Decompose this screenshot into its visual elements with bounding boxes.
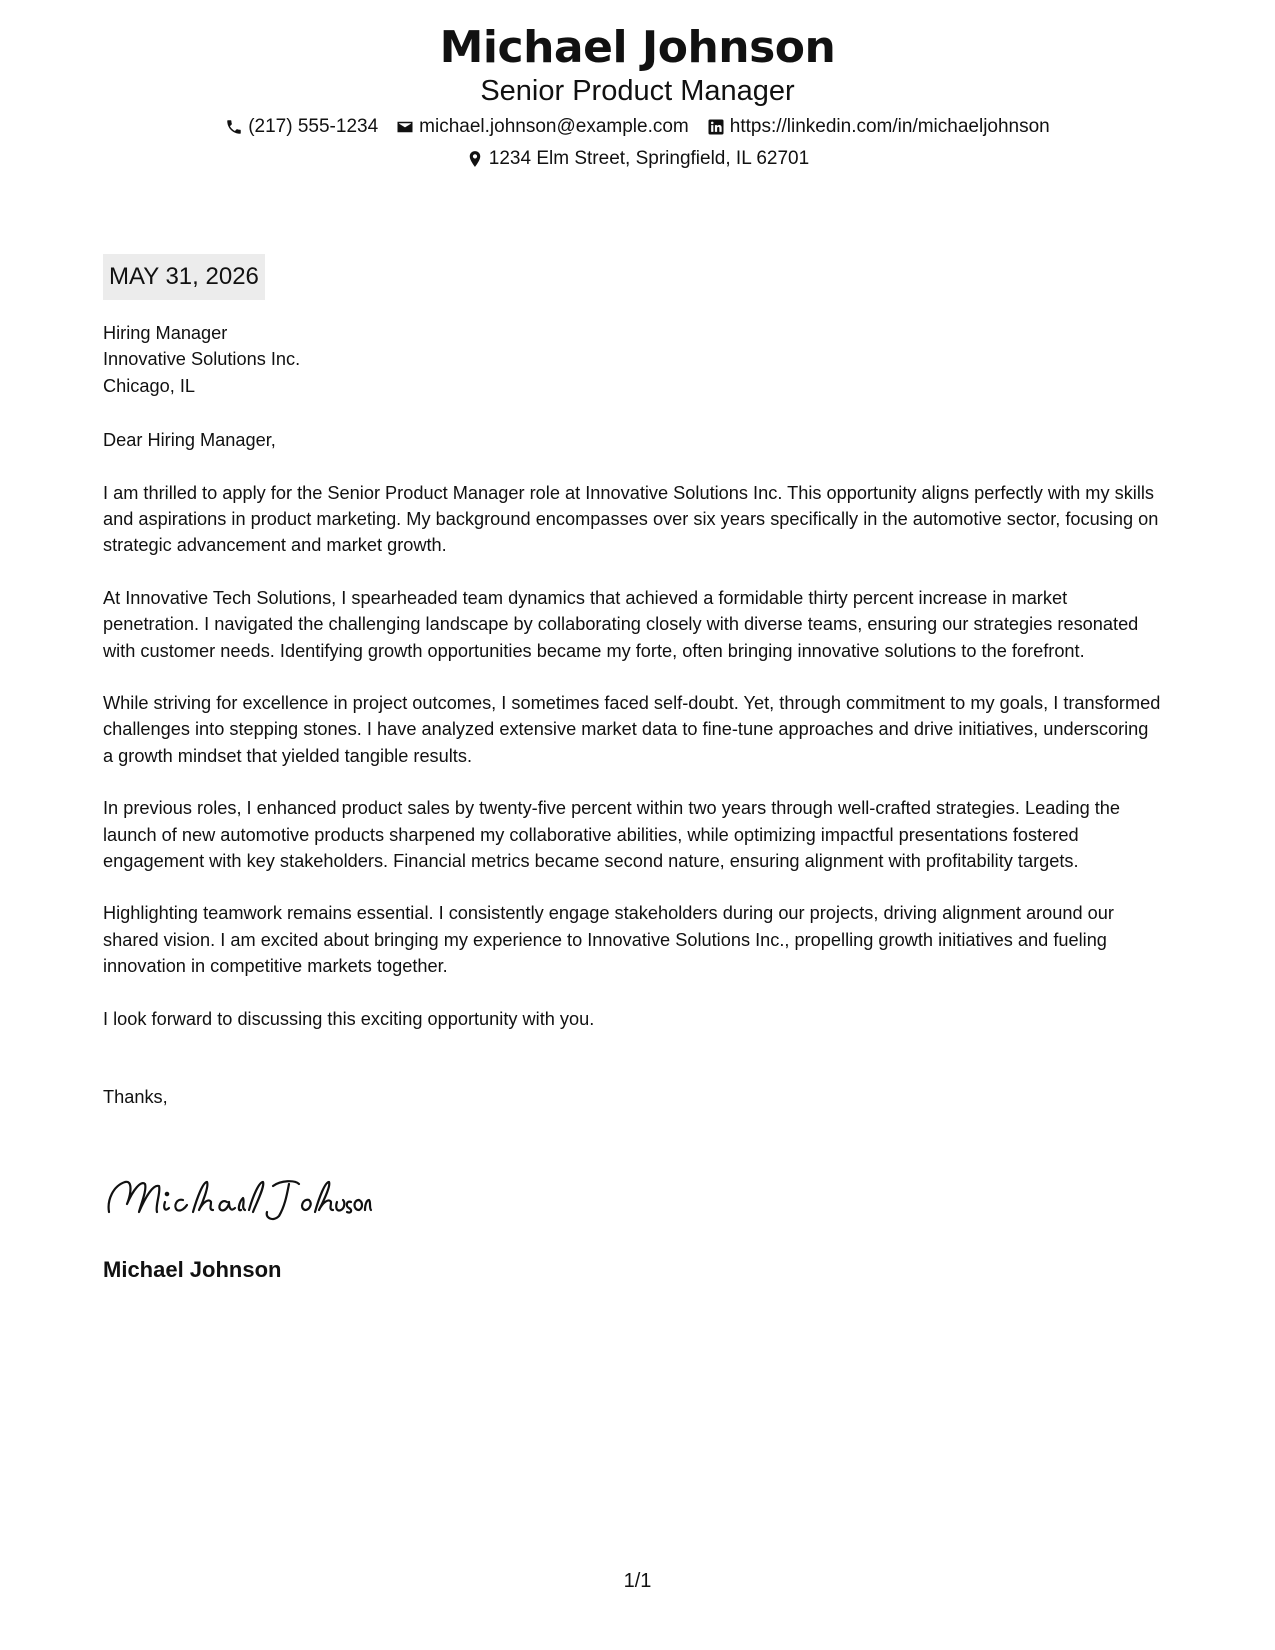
recipient-line: Hiring Manager — [103, 323, 228, 343]
salutation: Dear Hiring Manager, — [103, 430, 276, 451]
letter-body — [103, 320, 1163, 1110]
paragraph: I am thrilled to apply for the Senior Product Manager role at Innovative Solutions Inc. This opportunity aligns perfectly with my skills and aspirations in product marketing. My background encompasses over six years specifically in the automotive sector, focusing on strategic advancement and market growth. — [103, 482, 1159, 556]
linkedin-text[interactable]: https://linkedin.com/in/michaeljohnson — [729, 116, 1050, 137]
recipient-block — [103, 320, 1163, 399]
linkedin-icon — [707, 118, 725, 136]
recipient-line: Innovative Solutions Inc. — [103, 349, 301, 370]
paragraph: I look forward to discussing this exciting opportunity with you. — [103, 1008, 595, 1029]
recipient-line: Chicago, IL — [103, 375, 196, 396]
applicant-name: Michael Johnson — [439, 22, 836, 73]
paragraph: At Innovative Tech Solutions, I spearheaded team dynamics that achieved a formidable thirty percent increase in market penetration. I navigated the challenging landscape by collaborating closely with diverse teams, ensuring our strategies resonated with customer needs. Identifying growth opportunities became my forte, often bringing innovative solutions to the forefront. — [103, 587, 1139, 661]
contact-linkedin[interactable] — [707, 114, 1050, 140]
paragraph: While striving for excellence in project outcomes, I sometimes faced self-doubt. Yet, through commitment to my goals, I transformed challenges into stepping stones. I have analyzed extensive market data to fine-tune approaches and drive initiatives, underscoring a growth mindset that yielded tangible results. — [103, 693, 1161, 766]
contact-phone — [225, 114, 378, 140]
letter-date: MAY 31, 2026 — [103, 254, 265, 300]
signed-name: Michael Johnson — [103, 1257, 282, 1282]
address-text: 1234 Elm Street, Springfield, IL 62701 — [488, 148, 810, 169]
map-marker-icon — [466, 150, 484, 168]
applicant-title: Senior Product Manager — [480, 75, 795, 107]
contact-email[interactable] — [396, 114, 689, 140]
address-row — [0, 146, 1275, 172]
contact-address — [466, 146, 809, 172]
paragraph: Highlighting teamwork remains essential. I consistently engage stakeholders during our projects, driving alignment around our shared vision. I am excited about bringing my experience to Innovative Solutions Inc., propelling growth initiatives and fueling innovation in competitive markets together. — [103, 903, 1114, 977]
email-text[interactable]: michael.johnson@example.com — [419, 116, 689, 137]
page-number: 1/1 — [623, 1570, 652, 1592]
contact-row — [0, 114, 1275, 140]
envelope-icon — [396, 118, 414, 136]
phone-text: (217) 555-1234 — [248, 116, 379, 137]
phone-icon — [225, 118, 243, 136]
closing: Thanks, — [103, 1087, 168, 1108]
paragraph: In previous roles, I enhanced product sales by twenty-five percent within two years through well-crafted strategies. Leading the launch of new automotive products sharpened my collaborative abilities, while optimizing impactful presentations fostered engagement with key stakeholders. Financial metrics became second nature, ensuring alignment with profitability targets. — [103, 798, 1121, 872]
letter-header — [0, 22, 1275, 172]
handwritten-signature — [103, 1172, 373, 1224]
